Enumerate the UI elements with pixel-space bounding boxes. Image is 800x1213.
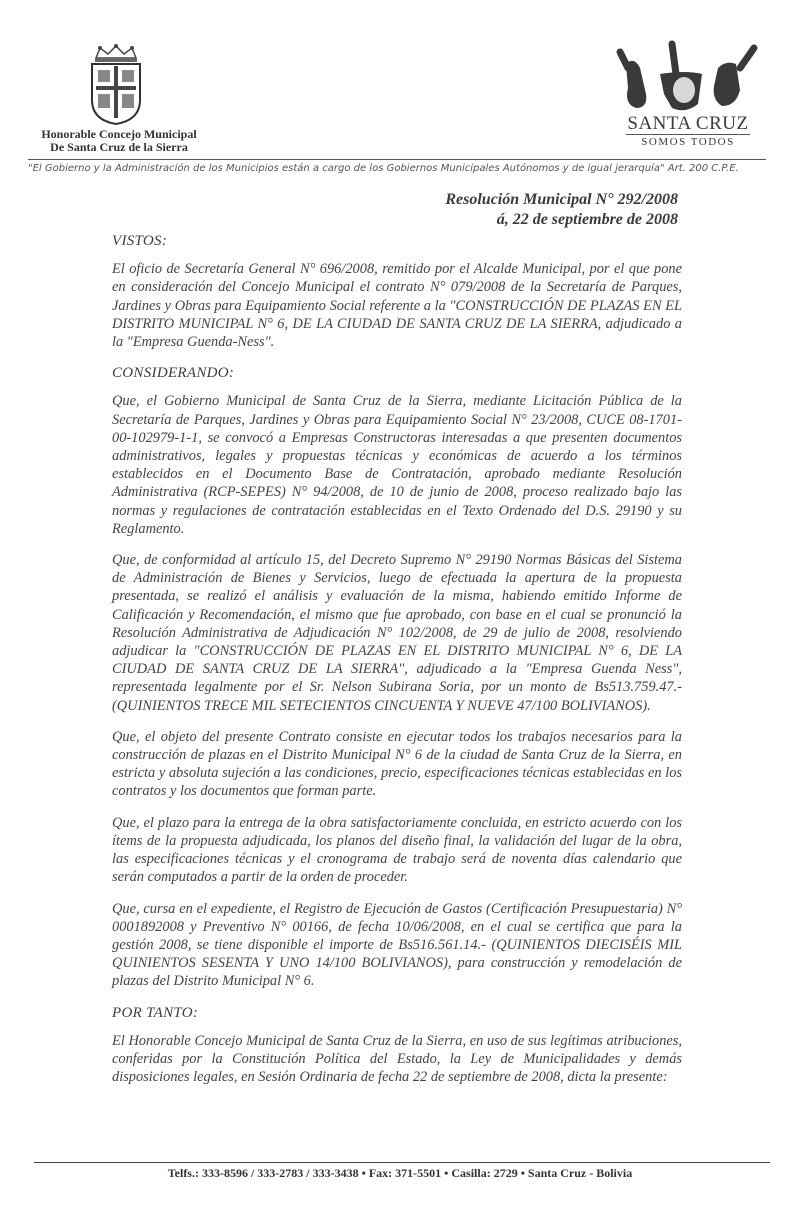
considerando-paragraph-5: Que, cursa en el expediente, el Registro de Ejecución de Gastos (Certificación Presupuestaria) N° 0001892008 y Preventivo N° 00166, de fecha 10/06/2008, en el cual se certifica que para la gestión 2008, se tiene disponible el importe de Bs516.561.14.- (QUINIENTOS DIECISÉIS MIL QUINIENTOS SESENTA Y UNO 14/100 BOLIVIANOS), para construcción y remodelación de plazas del Distrito Municipal N° 6.: [112, 900, 682, 990]
considerando-paragraph-3: Que, el objeto del presente Contrato consiste en ejecutar todos los trabajos necesarios para la construcción de plazas en el Distrito Municipal N° 6 de la ciudad de Santa Cruz de la Sierra, en estricta y absoluta sujeción a las condiciones, precio, especificaciones técnicas establecidas en los contratos y los documentos que forman parte.: [112, 728, 682, 800]
brand-wordmark: [610, 114, 766, 148]
footer-divider: [34, 1162, 770, 1163]
coat-of-arms-icon: [86, 44, 146, 126]
considerando-heading: CONSIDERANDO:: [112, 365, 235, 382]
resolution-body: [112, 232, 682, 1099]
considerando-paragraph-2: Que, de conformidad al artículo 15, del Decreto Supremo N° 29190 Normas Básicas del Sistema de Administración de Bienes y Servicios, luego de efectuada la apertura de la propuesta presentada, se realizó el análisis y evaluación de la misma, habiendo emitido Informe de Calificación y Recomendación, el mismo que fue aprobado, con base en el cual se pronunció la Resolución Administrativa de Adjudicación N° 102/2008, de 29 de julio de 2008, resolviendo adjudicar la "CONSTRUCCIÓN DE PLAZAS EN EL DISTRITO MUNICIPAL N° 6, DE LA CIUDAD DE SANTA CRUZ DE LA SIERRA", adjudicado a la "Empresa Guenda Ness", representada legalmente por el Sr. Nelson Subirana Soria, por un monto de Bs513.759.47.- (QUINIENTOS TRECE MIL SETECIENTOS CINCUENTA Y NUEVE 47/100 BOLIVIANOS).: [112, 552, 682, 714]
brand-name: SANTA CRUZ: [627, 113, 749, 134]
considerando-paragraph-4: Que, el plazo para la entrega de la obra satisfactoriamente concluida, en estricto acuerdo con los ítems de la propuesta adjudicada, los planos del diseño final, la validación del lugar de la obra, las especificaciones técnicas y el cronograma de trabajo será de noventa días calendario que serán computados a partir de la orden de proceder.: [112, 814, 682, 886]
brand-tagline: SOMOS TODOS: [626, 134, 750, 148]
resolution-number: Resolución Municipal N° 292/2008: [445, 191, 678, 208]
council-name: [24, 128, 214, 154]
footer-contact: Telfs.: 333-8596 / 333-2783 / 333-3438 • Fax: 371-5501 • Casilla: 2729 • Santa Cruz - Bolivia: [167, 1166, 633, 1180]
header-divider: [28, 159, 766, 160]
portanto-heading: POR TANTO:: [112, 1004, 199, 1021]
vistos-heading: VISTOS:: [112, 233, 168, 249]
constitution-quote: "El Gobierno y la Administración de los Municipios están a cargo de los Gobiernos Municipales Autónomos y de igual jerarquía" Art. 200 C.P.E.: [28, 163, 739, 174]
resolution-date: á, 22 de septiembre de 2008: [496, 211, 678, 228]
portanto-paragraph: El Honorable Concejo Municipal de Santa Cruz de la Sierra, en uso de sus legítimas atribuciones, conferidas por la Constitución Política del Estado, la Ley de Municipalidades y demás disposiciones legales, en Sesión Ordinaria de fecha 22 de septiembre de 2008, dicta la presente:: [112, 1032, 682, 1086]
vistos-paragraph: El oficio de Secretaría General N° 696/2008, remitido por el Alcalde Municipal, por el que pone en consideración del Concejo Municipal el contrato N° 079/2008 de la Secretaría de Parques, Jardines y Obras para Equipamiento Social referente a la "CONSTRUCCIÓN DE PLAZAS EN EL DISTRITO MUNICIPAL N° 6, DE LA CIUDAD DE SANTA CRUZ DE LA SIERRA, adjudicado a la "Empresa Guenda-Ness".: [112, 261, 682, 351]
council-name-line2: De Santa Cruz de la Sierra: [50, 140, 188, 154]
resolution-heading: [445, 190, 678, 230]
council-name-line1: Honorable Concejo Municipal: [41, 127, 197, 141]
considerando-paragraph-1: Que, el Gobierno Municipal de Santa Cruz de la Sierra, mediante Licitación Pública de la Secretaría de Parques, Jardines y Obras para Equipamiento Social N° 23/2008, CUCE 08-1701-00-102979-1-1, se convocó a Empresas Constructoras interesadas a que presenten documentos administrativos, legales y propuestas técnicas y económicas de acuerdo a los términos establecidos en el Documento Base de Contratación, aprobado mediante Resolución Administrativa (RCP-SEPES) N° 94/2008, de 10 de junio de 2008, proceso realizado bajo las normas y regulaciones de contratación establecidas en el Texto Ordenado del D.S. 29190 y su Reglamento.: [112, 393, 682, 537]
